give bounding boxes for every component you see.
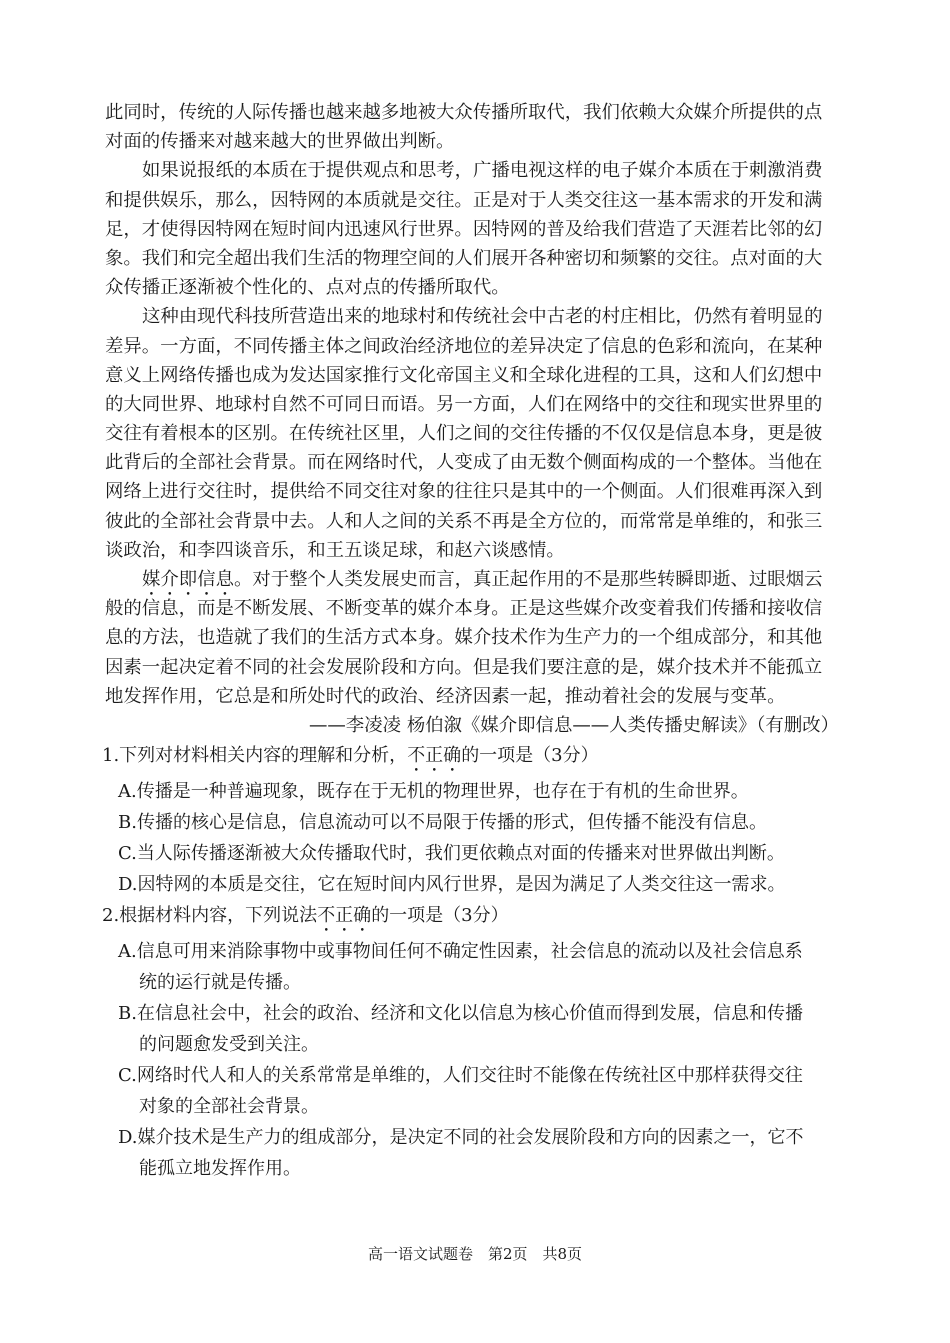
text-line: 的大同世界、地球村自然不可同日而语。另一方面，人们在网络中的交往和现实世界里的 xyxy=(105,393,823,415)
option-c: C.网络时代人和人的关系常常是单维的，人们交往时不能像在传统社区中那样获得交往 xyxy=(118,1065,803,1087)
option-d: D.因特网的本质是交往，它在短时间内风行世界，是因为满足了人类交往这一需求。 xyxy=(118,874,786,896)
text-line xyxy=(105,565,849,594)
text-line: 足，才使得因特网在短时间内迅速风行世界。因特网的普及给我们营造了天涯若比邻的幻 xyxy=(105,218,823,240)
text-span: 的一项是（3分） xyxy=(461,745,599,767)
paragraph xyxy=(105,565,849,711)
option-c: C.当人际传播逐渐被大众传播取代时，我们更依赖点对面的传播来对世界做出判断。 xyxy=(118,843,785,865)
option-b-cont: 的问题愈发受到关注。 xyxy=(139,1034,319,1056)
text-line: 因素一起决定着不同的社会发展阶段和方向。但是我们要注意的是，媒介技术并不能孤立 xyxy=(105,656,823,678)
text-line: 网络上进行交往时，提供给不同交往对象的往往只是其中的一个侧面。人们很难再深入到 xyxy=(105,481,823,503)
text-line: 此同时，传统的人际传播也越来越多地被大众传播所取代，我们依赖大众媒介所提供的点 xyxy=(105,102,823,123)
page-footer: 高一语文试题卷 第2页 共8页 xyxy=(367,1245,583,1263)
text-line: 如果说报纸的本质在于提供观点和思考，广播电视这样的电子媒介本质在于刺激消费 xyxy=(142,160,823,182)
option-b: B.传播的核心是信息，信息流动可以不局限于传播的形式，但传播不能没有信息。 xyxy=(118,812,767,834)
option-a: A.信息可用来消除事物中或事物间任何不确定性因素，社会信息的流动以及社会信息系 xyxy=(118,941,803,963)
text-line: 彼此的全部社会背景中去。人和人之间的关系不再是全方位的，而常常是单维的，和张三 xyxy=(105,510,823,532)
paragraph xyxy=(105,156,849,302)
question-stem xyxy=(102,740,849,776)
paragraph xyxy=(105,98,849,156)
emphasis-text: 媒介即信息 xyxy=(142,569,234,590)
option-d: D.媒介技术是生产力的组成部分，是决定不同的社会发展阶段和方向的因素之一，它不 xyxy=(118,1127,804,1149)
question-stem xyxy=(102,900,849,936)
text-line: 谈政治，和李四谈音乐，和王五谈足球，和赵六谈感情。 xyxy=(105,539,565,561)
emphasis-text: 不正确 xyxy=(317,905,372,927)
option-c-cont: 对象的全部社会背景。 xyxy=(139,1096,319,1118)
option-a-cont: 统的运行就是传播。 xyxy=(139,972,301,994)
text-span: 2.根据材料内容，下列说法 xyxy=(102,905,318,927)
text-line: 意义上网络传播也成为发达国家推行文化帝国主义和全球化进程的工具，这和人们幻想中 xyxy=(105,364,823,386)
text-line: 差异。一方面，不同传播主体之间政治经济地位的差异决定了信息的色彩和流向，在某种 xyxy=(105,335,823,357)
text-line: 般的信息，而是不断发展、不断变革的媒介本身。正是这些媒介改变着我们传播和接收信 xyxy=(105,598,823,620)
attribution: ——李凌凌 杨伯溆《媒介即信息——人类传播史解读》（有删改） xyxy=(309,714,839,736)
text-span: 1.下列对材料相关内容的理解和分析， xyxy=(102,745,408,767)
text-line: 此背后的全部社会背景。而在网络时代，人变成了由无数个侧面构成的一个整体。当他在 xyxy=(105,452,823,474)
text-line: 地发挥作用，它总是和所处时代的政治、经济因素一起，推动着社会的发展与变革。 xyxy=(105,685,786,707)
paragraph xyxy=(105,302,849,565)
text-line: 和提供娱乐，那么，因特网的本质就是交往。正是对于人类交往这一基本需求的开发和满 xyxy=(105,189,823,211)
option-b: B.在信息社会中，社会的政治、经济和文化以信息为核心价值而得到发展，信息和传播 xyxy=(118,1003,803,1025)
text-line: 对面的传播来对越来越大的世界做出判断。 xyxy=(105,131,455,153)
emphasis-text: 不正确 xyxy=(407,745,462,767)
text-span: 的一项是（3分） xyxy=(371,905,509,927)
text-span: 。对于整个人类发展史而言，真正起作用的不是那些转瞬即逝、过眼烟云 xyxy=(233,569,823,590)
text-line: 这种由现代科技所营造出来的地球村和传统社会中古老的村庄相比，仍然有着明显的 xyxy=(142,306,823,328)
option-a: A.传播是一种普遍现象，既存在于无机的物理世界，也存在于有机的生命世界。 xyxy=(118,781,749,803)
text-line: 交往有着根本的区别。在传统社区里，人们之间的交往传播的不仅仅是信息本身，更是彼 xyxy=(105,423,823,445)
text-line: 众传播正逐渐被个性化的、点对点的传播所取代。 xyxy=(105,277,510,299)
page-content xyxy=(102,98,849,1184)
text-line: 象。我们和完全超出我们生活的物理空间的人们展开各种密切和频繁的交往。点对面的大 xyxy=(105,247,823,269)
question-2 xyxy=(102,900,849,1184)
text-line: 息的方法，也造就了我们的生活方式本身。媒介技术作为生产力的一个组成部分，和其他 xyxy=(105,627,823,649)
question-1 xyxy=(102,740,849,900)
option-d-cont: 能孤立地发挥作用。 xyxy=(139,1158,301,1180)
